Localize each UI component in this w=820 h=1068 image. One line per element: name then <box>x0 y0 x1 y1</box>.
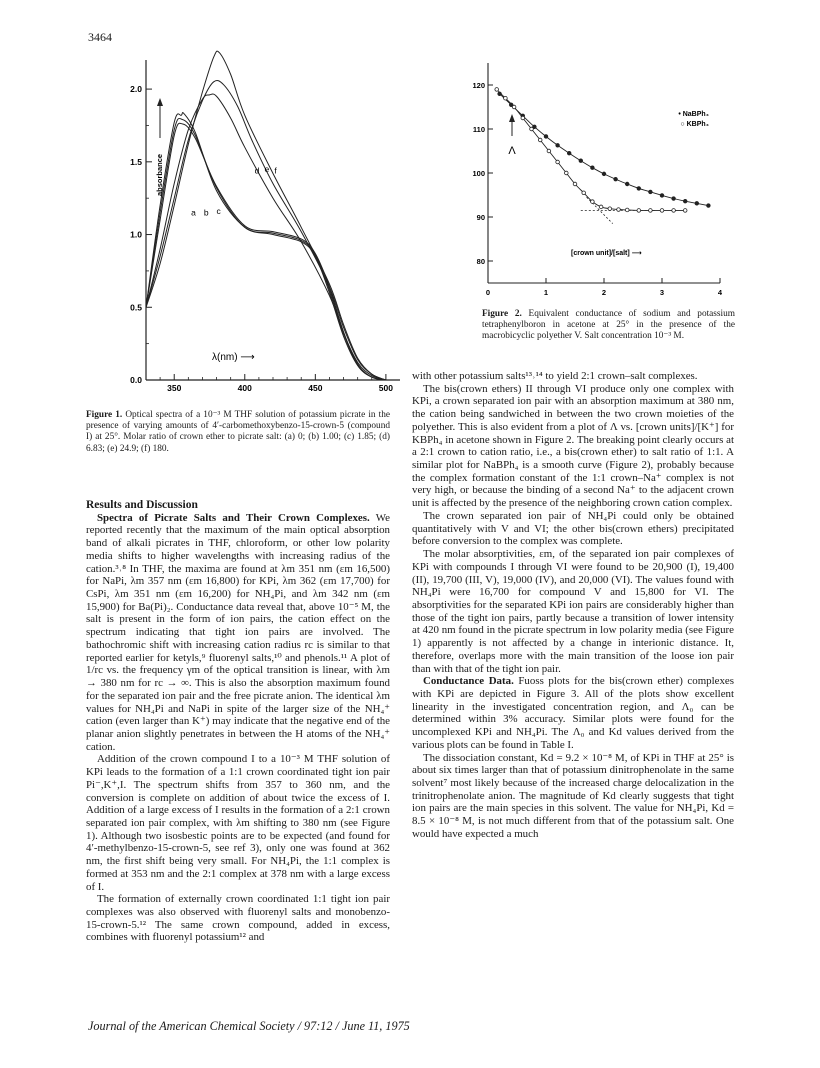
data-point-k <box>530 127 534 131</box>
curve-f <box>146 51 386 380</box>
y-axis-label: absorbance <box>155 153 164 197</box>
data-point-k <box>649 209 653 213</box>
data-point-k <box>521 116 525 120</box>
paragraph-r1: with other potassium salts¹³˒¹⁴ to yield 2:1 crown–salt complexes. <box>412 370 698 382</box>
paragraph-r6: The dissociation constant, Kd = 9.2 × 10⁻⁸ M, of KPi in THF at 25° is about six times larger than that of potassium dinitrophenolate in the same solvent⁷ most likely because of the increased charge delocalization in the trinitrophenolate anion. The magnitude of Kd clearly suggests that tight ion pairs are the main species in this solvent. The value for NH₄Pi, Kd = 8.5 × 10⁻⁸ M, is not much different from that of the potassium salt. One would have expected a much <box>412 751 734 840</box>
paragraph-r4: The molar absorptivities, εm, of the separated ion pair complexes of KPi with compounds I through VI were found to be 20,900 (I), 19,400 (II), 19,700 (III, V), 19,000 (IV), and 20,000 (VI). The values found with NH₄Pi were 16,700 for compound V and 15,800 for VI. The absorptivities for the separated KPi ion pairs are considerably higher than those of the tight ion pairs, partly because a transition of lower intensity at 420 nm found in the picrate spectrum in low polarity media (see Figure 1) apparently is not affected by a change in interionic distance. It, therefore, overlaps more with the main transition of the loose ion pair than with that of the tight ion pair. <box>412 548 734 675</box>
curve-label-b: b <box>203 207 209 218</box>
series-line-na <box>500 94 709 206</box>
figure-2-caption-label: Figure 2. <box>482 309 522 319</box>
paragraph-1 <box>86 512 390 754</box>
figure-1-caption-label: Figure 1. <box>86 410 123 420</box>
x-tick-label: 0 <box>485 288 491 297</box>
x-tick-label: 350 <box>167 383 182 393</box>
y-axis-arrow-head <box>157 98 163 106</box>
y-tick-label: 1.0 <box>130 229 142 240</box>
data-point-na <box>579 159 583 163</box>
paragraph-r5 <box>412 675 734 751</box>
x-tick-label: 450 <box>308 383 323 393</box>
data-point-k <box>504 96 508 100</box>
data-point-na <box>637 187 641 191</box>
x-axis-label: [crown unit]/[salt] ⟶ <box>571 250 642 257</box>
figure-2-caption <box>482 309 735 343</box>
figure-2-caption-text: Equivalent conductance of sodium and potassium tetraphenylboron in acetone at 25° in the presence of the macrobicyclic polyether V. Salt concentration 10⁻³ M. <box>482 309 735 342</box>
paragraph-1-text: We reported recently that the maximum of the main optical absorption band of alkali picrates in THF, chloroform, or other low polarity media shifts to higher wavelengths with increasing radius of the cation.³˒⁸ In THF, the maxima are found at λm 351 nm (εm 16,500) for NaPi, λm 357 nm (εm 16,800) for KPi, λm 362 (εm 17,700) for CsPi, λm 351 nm (εm 16,200) for NH₄Pi, and λm 342 nm (εm 15,900) for Ba(Pi)₂. Conductance data reveal that, above 10⁻⁵ M, the salt is present in the form of ion pairs, the cation effect on the spectrum indicating that tight ion pairs are involved. The bathochromic shift with increasing cation radius rc is similar to that reported earlier for ketyls,⁹ fluorenyl salts,¹⁰ and phenols.¹¹ A plot of 1/rc vs. the frequency γm of the optical transition is linear, with λm → 380 nm for rc → ∞. This is also the absorption maximum found for the separated ion pair and the free picrate anion. The identical λm values for NH₄Pi and NaPi in spite of the larger size of the NH₄⁺ cation (even larger than K⁺) may indicate that the negative end of the planar anion slightly penetrates in between the H atoms of the NH₄⁺ cation. <box>86 511 390 753</box>
curve-d <box>146 94 386 380</box>
figure-2-chart <box>455 58 725 308</box>
figure-1-caption <box>86 410 390 455</box>
x-tick-label: 2 <box>601 288 607 297</box>
curve-label-e: e <box>264 164 270 174</box>
y-tick-label: 1.5 <box>130 156 142 167</box>
data-point-k <box>637 209 641 213</box>
data-point-k <box>538 138 542 142</box>
y-tick-label: 110 <box>472 125 485 134</box>
data-point-k <box>683 209 687 213</box>
y-tick-label: 120 <box>472 81 485 90</box>
data-point-na <box>567 151 571 155</box>
y-tick-label: 100 <box>472 169 485 178</box>
x-tick-label: 4 <box>717 288 723 297</box>
paragraph-r2: The bis(crown ethers) II through VI produce only one complex with KPi, a crown separated ion pair with an absorption maximum at 380 nm, the cation being sandwiched in between the two crown moieties of the polyether. This is also evident from a plot of Λ vs. [crown units]/[K⁺] for KBPh₄ in acetone shown in Figure 2. The breaking point clearly occurs at a 2:1 crown to cation ratio, i.e., a bis(crown ether) to salt ratio of 1:1. A similar plot for NaBPh₄ is a smooth curve (Figure 2), probably because the complex formation constant of the 1:1 crown–Na⁺ complex is not very high, or because the binding of a second Na⁺ to the adjacent crown unit is affected by the presence of the neighboring crown cation complex. <box>412 382 734 510</box>
data-point-k <box>599 205 603 209</box>
y-axis-label: Λ <box>508 145 516 157</box>
data-point-k <box>547 149 551 153</box>
x-axis-label: λ(nm) ⟶ <box>212 352 255 363</box>
runin-heading-conductance: Conductance Data. <box>423 675 514 688</box>
data-point-k <box>582 191 586 195</box>
x-tick-label: 400 <box>237 383 252 393</box>
data-point-k <box>573 182 577 186</box>
x-tick-label: 1 <box>543 288 549 297</box>
legend-k: ○ KBPh₄ <box>680 121 709 128</box>
y-axis-arrow-head <box>509 114 515 122</box>
data-point-na <box>707 204 711 208</box>
right-column <box>412 370 734 841</box>
data-point-k <box>617 208 621 212</box>
paragraph-r5-text: Fuoss plots for the bis(crown ether) complexes with KPi are depicted in Figure 3. All of the plots show excellent linearity in the investigated concentration region, and Λ₀ can be determined within 3% accuracy. Similar plots were found for the uncomplexed KPi and NH₄Pi. The Λ₀ and Kd values derived from the various plots can be found in Table I. <box>412 675 734 751</box>
data-point-k <box>512 105 516 109</box>
journal-footer: Journal of the American Chemical Society / 97:12 / June 11, 1975 <box>88 1019 410 1033</box>
section-heading: Results and Discussion <box>86 499 198 511</box>
data-point-na <box>672 197 676 201</box>
paragraph-r3: The crown separated ion pair of NH₄Pi could only be obtained quantitatively with V and VI; the other bis(crown ethers) precipitated before conversion to the complex was complete. <box>412 509 734 548</box>
data-point-k <box>608 207 612 211</box>
y-tick-label: 0.0 <box>130 375 142 385</box>
data-point-na <box>544 135 548 139</box>
data-point-na <box>649 190 653 194</box>
data-point-k <box>660 209 664 213</box>
paragraph-2: Addition of the crown compound I to a 10⁻³ M THF solution of KPi leads to the formation of a 1:1 crown coordinated tight ion pair Pi⁻,K⁺,I. The spectrum shifts from 357 to 360 nm, and the conversion is complete on addition of about twice the excess of I. Addition of a large excess of I results in the formation of a 2:1 crown separated ion pair complex, with λm shifting to 380 nm (see Figure 1). Although two isosbestic points are to be expected (and found for 4′-methylbenzo-15-crown-5, see ref 3), only one was found at 362 nm, the first shift being very small. For NH₄Pi, the 1:1 complex is formed at 353 nm and the 2:1 complex at 378 nm with a large excess of I. <box>86 753 390 893</box>
data-point-na <box>683 199 687 203</box>
data-point-na <box>625 182 629 186</box>
data-point-k <box>672 209 676 213</box>
data-point-k <box>556 160 560 164</box>
y-tick-label: 0.5 <box>130 302 142 313</box>
data-point-na <box>602 172 606 176</box>
y-tick-label: 2.0 <box>130 84 142 95</box>
data-point-na <box>695 202 699 206</box>
curve-label-d: d <box>254 165 260 176</box>
data-point-k <box>495 88 499 92</box>
curve-e <box>146 80 386 380</box>
data-point-k <box>565 171 569 175</box>
legend-na: • NaBPh₄ <box>678 111 709 118</box>
page-number: 3464 <box>88 30 112 44</box>
curve-label-a: a <box>191 207 196 218</box>
series-line-k <box>497 89 686 210</box>
paragraph-3: The formation of externally crown coordinated 1:1 tight ion pair complexes was also observed with fluorenyl salts and monobenzo-15-crown-5.¹² The same crown compound, added in excess, combines with fluorenyl potassium¹² and <box>86 893 390 944</box>
x-tick-label: 3 <box>659 288 665 297</box>
figure-1-chart <box>100 50 430 400</box>
curve-label-f: f <box>274 165 277 176</box>
data-point-na <box>556 143 560 147</box>
figure-1-caption-text: Optical spectra of a 10⁻³ M THF solution of potassium picrate in the presence of varying amounts of 4′-carbomethoxybenzo-15-crown-5 (compound I) at 25°. Molar ratio of crown ether to picrate salt: (a) 0; (b) 1.00; (c) 1.85; (d) 6.83; (e) 24.9; (f) 180. <box>86 410 391 454</box>
data-point-na <box>591 166 595 170</box>
data-point-na <box>660 194 664 198</box>
data-point-k <box>591 200 595 204</box>
x-tick-label: 500 <box>378 383 393 393</box>
data-point-na <box>614 177 618 181</box>
y-tick-label: 80 <box>476 257 485 266</box>
data-point-k <box>625 208 629 212</box>
runin-heading-spectra: Spectra of Picrate Salts and Their Crown Complexes. <box>97 511 370 524</box>
y-tick-label: 90 <box>476 213 485 222</box>
left-column <box>86 499 390 944</box>
curve-label-c: c <box>216 206 221 217</box>
